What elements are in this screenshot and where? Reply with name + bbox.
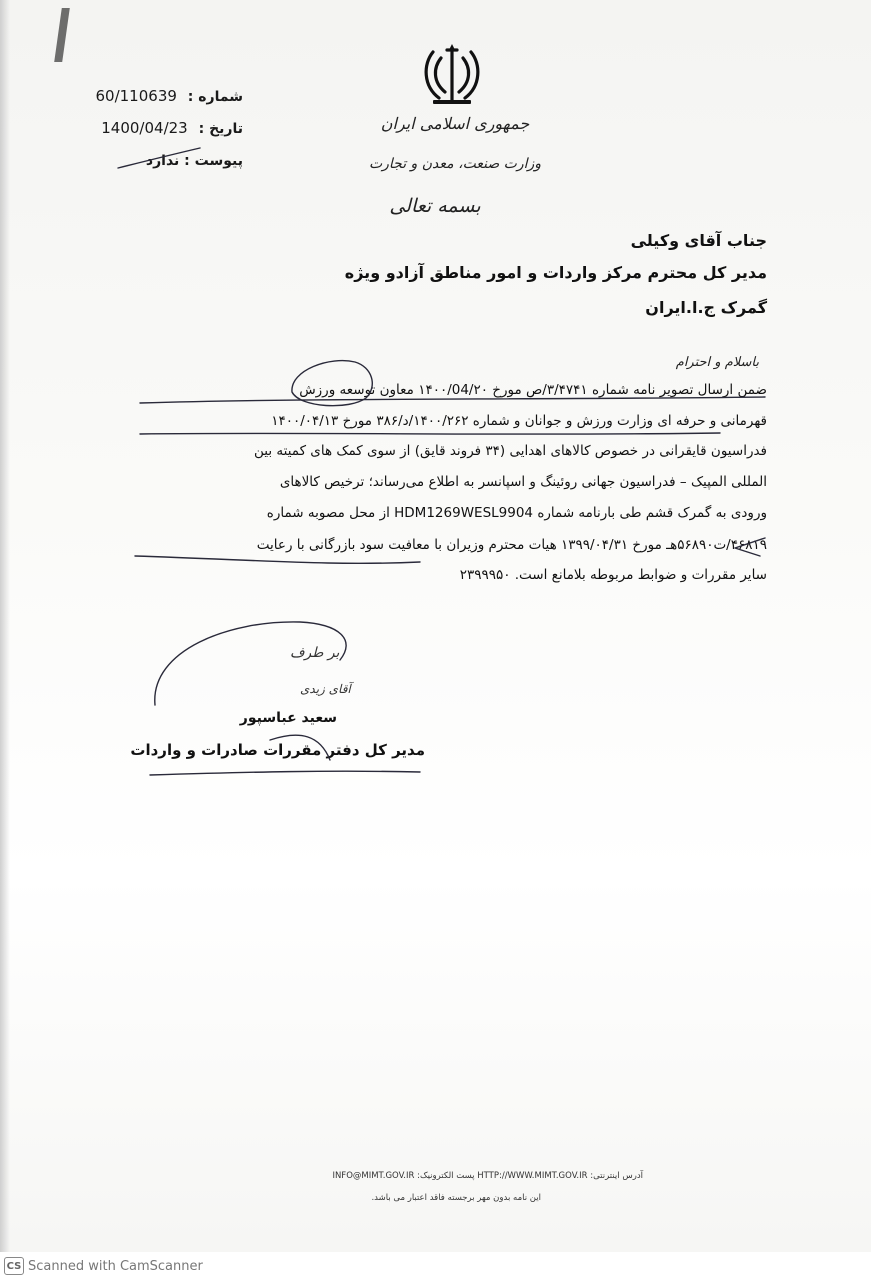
letter-date-value: 1400/04/23	[101, 119, 188, 137]
body-line: ورودی به گمرک قشم طی بارنامه شماره HDM1269WESL9904 از محل مصوبه شماره	[266, 505, 767, 521]
signer-title: مدیر کل دفتر مقررات صادرات و واردات	[130, 741, 425, 759]
body-line: سایر مقررات و ضوابط مربوطه بلامانع است. ۲۳۹۹۹۵۰	[459, 567, 767, 583]
pen-mark	[54, 8, 70, 62]
title-underline	[150, 771, 420, 775]
letter-number	[96, 87, 244, 105]
letter-date	[101, 119, 243, 137]
underline-2	[140, 433, 720, 434]
body-line: فدراسیون قایقرانی در خصوص کالاهای اهدایی (۳۴ فروند قایق) از سوی کمک های کمیته بین	[253, 443, 767, 459]
handwritten-note: بر طرف	[290, 645, 340, 661]
signer-name: سعید عباسپور	[239, 710, 337, 726]
scanner-watermark-bar	[0, 1252, 871, 1280]
letter-date-label: تاریخ :	[198, 121, 243, 137]
body-line: قهرمانی و حرفه ای وزارت ورزش و جوانان و شماره ۱۴۰۰/۲۶۲/د/۳۸۶ مورخ ۱۴۰۰/۰۴/۱۳	[271, 413, 767, 429]
recipient-organization: گمرک ج.ا.ایران	[645, 298, 767, 317]
body-line: ضمن ارسال تصویر نامه شماره ۳/۴۷۴۱/ص مورخ ۱۴۰۰/04/۲۰ معاون توسعه ورزش	[299, 382, 767, 398]
body-line: ۴۶۸۱۹/ت۵۶۸۹۰هـ مورخ ۱۳۹۹/۰۴/۳۱ هیات محترم وزیران با معافیت سود بازرگانی با رعایت	[256, 537, 767, 553]
footer-validity-note: این نامه بدون مهر برجسته فاقد اعتبار می باشد.	[371, 1193, 541, 1203]
recipient-title: مدیر کل محترم مرکز واردات و امور مناطق آزادو ویژه	[344, 263, 767, 282]
letter-number-label: شماره :	[187, 89, 243, 105]
seal-invocation: بسمه تعالی	[389, 195, 481, 217]
page-shadow-edge	[0, 0, 10, 1252]
underline-3	[135, 556, 420, 563]
iran-emblem-icon	[419, 42, 485, 108]
handwritten-note: آقای زیدی	[300, 682, 351, 696]
salutation: باسلام و احترام	[675, 355, 759, 370]
seal-country: جمهوری اسلامی ایران	[380, 114, 530, 133]
letter-number-value: 60/110639	[95, 87, 177, 105]
recipient-name: جناب آقای وکیلی	[630, 231, 767, 250]
letter-attachment: پیوست : ندارد	[145, 153, 243, 169]
footer-contact: آدرس اینترنتی: HTTP://WWW.MIMT.GOV.IR پست الکترونیک: INFO@MIMT.GOV.IR	[332, 1171, 643, 1181]
scanner-label: Scanned with CamScanner	[28, 1258, 203, 1274]
seal-ministry: وزارت صنعت، معدن و تجارت	[368, 156, 542, 172]
camscanner-logo-icon: CS	[4, 1257, 24, 1275]
body-line: المللی المپیک – فدراسیون جهانی روئینگ و اسپانسر به اطلاع می‌رساند؛ ترخیص کالاهای	[279, 474, 767, 490]
